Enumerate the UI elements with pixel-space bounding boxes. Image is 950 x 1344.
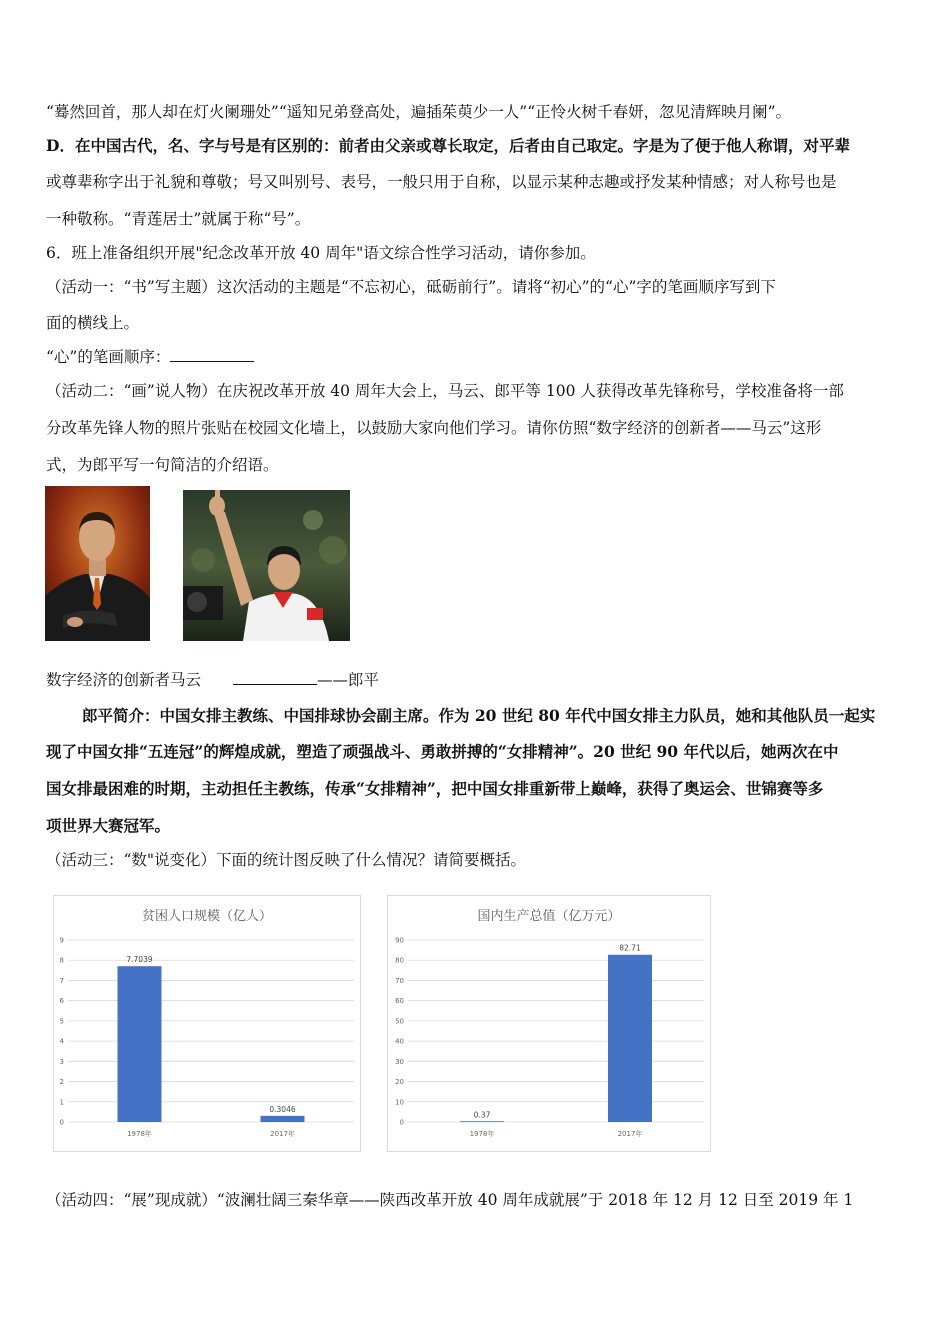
y-tick-label: 4 — [59, 1037, 64, 1046]
bar-2017年 — [608, 955, 652, 1122]
y-tick-label: 50 — [395, 1017, 404, 1026]
x-tick-label: 2017年 — [270, 1130, 295, 1138]
data-label: 0.3046 — [269, 1104, 296, 1114]
chart-title: 贫困人口规模（亿人） — [141, 909, 273, 924]
stroke-order-prompt — [46, 347, 254, 367]
poverty-chart-svg — [54, 896, 360, 1151]
y-tick-label: 5 — [59, 1017, 64, 1026]
activity-1-cont: 面的横线上。 — [46, 314, 140, 332]
langping-bio-2: 现了中国女排“五连冠”的辉煌成就，塑造了顽强战斗、勇敢拼搏的“女排精神”。20 世纪 90 年代以后，她两次在中 — [46, 742, 839, 761]
langping-bio-1: 郎平简介：中国女排主教练、中国排球协会副主席。作为 20 世纪 80 年代中国女排主力队员，她和其他队员一起实 — [82, 706, 876, 725]
data-label: 0.37 — [473, 1110, 491, 1120]
gdp-chart — [387, 895, 711, 1152]
intro-answer-blank[interactable] — [233, 670, 317, 685]
text-line-2: D．在中国古代，名、字与号是有区别的：前者由父亲或尊长取定，后者由自己取定。字是为了便于他人称谓，对平辈 — [46, 136, 850, 155]
y-tick-label: 40 — [395, 1037, 404, 1046]
x-tick-label: 1978年 — [127, 1130, 152, 1138]
y-tick-label: 3 — [59, 1057, 64, 1066]
portrait-photo-2 — [183, 490, 350, 641]
gdp-chart-svg — [388, 896, 710, 1151]
activity-2-cont: 分改革先锋人物的照片张贴在校园文化墙上，以鼓励大家向他们学习。请你仿照“数字经济的创新者——马云”这形 — [46, 419, 822, 437]
activity-2: （活动二：“画”说人物）在庆祝改革开放 40 周年大会上，马云、郎平等 100 人获得改革先锋称号，学校准备将一部 — [46, 382, 844, 400]
bar-2017年 — [261, 1116, 305, 1122]
activity-4: （活动四：“展”现成就）“波澜壮阔三秦华章——陕西改革开放 40 周年成就展”于 2018 年 12 月 12 日至 2019 年 1 — [46, 1191, 854, 1209]
y-tick-label: 6 — [59, 997, 64, 1006]
y-tick-label: 70 — [395, 976, 404, 985]
data-label: 7.7039 — [126, 955, 153, 965]
question-6: 6．班上准备组织开展"纪念改革开放 40 周年"语文综合性学习活动，请你参加。 — [46, 244, 596, 262]
chart-title: 国内生产总值（亿万元） — [477, 909, 621, 924]
y-tick-label: 8 — [59, 956, 64, 965]
y-tick-label: 9 — [59, 936, 64, 945]
y-tick-label: 20 — [395, 1078, 404, 1087]
y-tick-label: 7 — [59, 976, 64, 985]
y-tick-label: 2 — [59, 1078, 64, 1087]
stroke-order-blank[interactable] — [170, 347, 254, 362]
mayun-intro: 数字经济的创新者马云 — [46, 671, 202, 689]
text-line-4: 一种敬称。“青莲居士”就属于称“号”。 — [46, 210, 311, 228]
langping-bio-3: 国女排最困难的时期，主动担任主教练，传承“女排精神”，把中国女排重新带上巅峰，获得了奥运会、世锦赛等多 — [46, 779, 824, 798]
y-tick-label: 80 — [395, 956, 404, 965]
data-label: 82.71 — [619, 943, 641, 953]
y-tick-label: 60 — [395, 997, 404, 1006]
x-tick-label: 2017年 — [617, 1130, 643, 1138]
langping-suffix: ——郎平 — [317, 671, 380, 689]
poverty-chart — [53, 895, 361, 1152]
portrait-photo-1 — [45, 486, 150, 641]
text-line-1: “蓦然回首，那人却在灯火阑珊处”“遥知兄弟登高处，遍插茱萸少一人”“正怜火树千春妍，忽见清辉映月阑”。 — [46, 103, 792, 121]
bar-1978年 — [118, 966, 162, 1122]
activity-3: （活动三：“数"说变化）下面的统计图反映了什么情况？请简要概括。 — [46, 851, 527, 869]
y-tick-label: 90 — [395, 936, 404, 945]
y-tick-label: 10 — [395, 1098, 404, 1107]
y-tick-label: 1 — [59, 1098, 64, 1107]
intro-line — [46, 670, 379, 690]
bar-1978年 — [460, 1121, 504, 1122]
y-tick-label: 30 — [395, 1057, 404, 1066]
y-tick-label: 0 — [399, 1118, 404, 1127]
text-line-3: 或尊辈称字出于礼貌和尊敬；号又叫别号、表号，一般只用于自称，以显示某种志趣或抒发某种情感；对人称号也是 — [46, 173, 837, 191]
stroke-order-label: “心”的笔画顺序： — [46, 348, 171, 366]
x-tick-label: 1978年 — [469, 1130, 495, 1138]
y-tick-label: 0 — [59, 1118, 64, 1127]
activity-2-cont2: 式，为郎平写一句简洁的介绍语。 — [46, 456, 279, 474]
activity-1: （活动一：“书”写主题）这次活动的主题是“不忘初心，砥砺前行”。请将“初心”的“心”字的笔画顺序写到下 — [46, 278, 776, 296]
langping-bio-4: 项世界大赛冠军。 — [46, 816, 171, 835]
